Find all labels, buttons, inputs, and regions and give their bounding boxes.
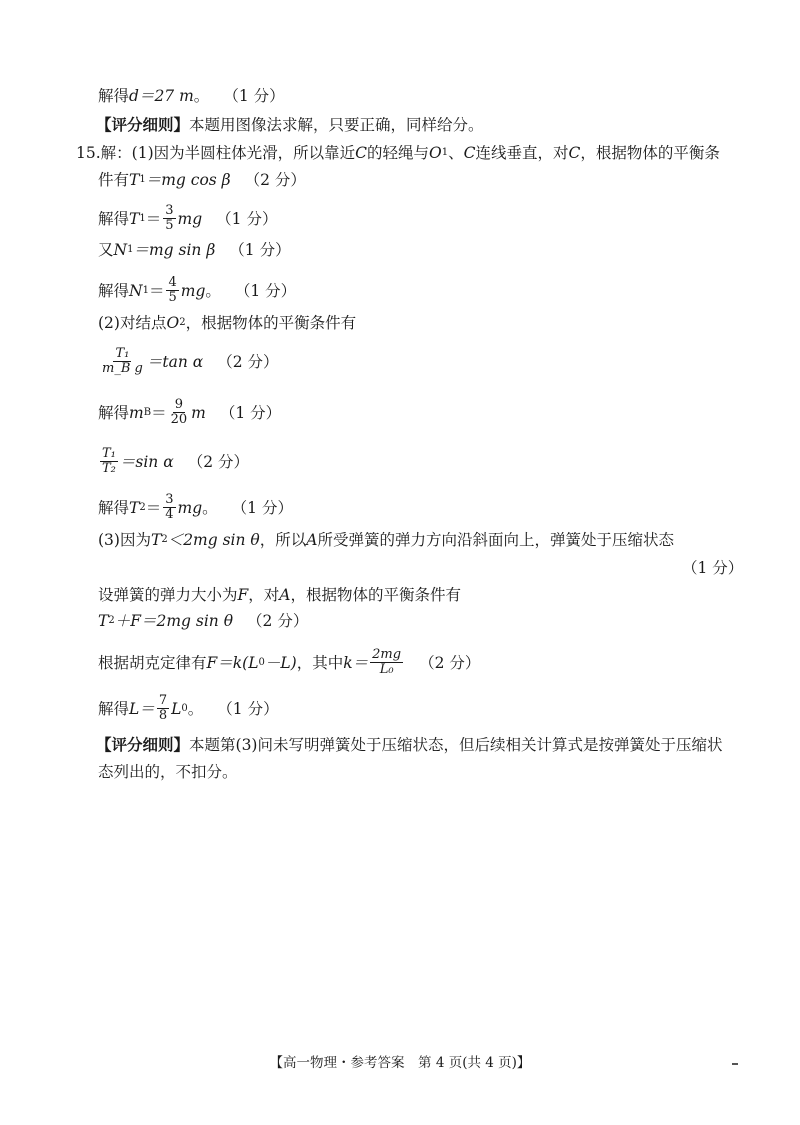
score: （1 分） [219,403,282,422]
note-text: 本题第(3)问未写明弹簧处于压缩状态，但后续相关计算式是按弹簧处于压缩状 [189,736,723,754]
text: 。 [187,699,204,718]
denominator: 20 [170,412,188,427]
fraction [163,204,175,233]
text: (2)对结点 [98,314,167,332]
formula: d＝27 m [129,87,194,105]
score: （1 分） [682,559,744,577]
symbol: A [279,586,291,604]
text: 设弹簧的弹力大小为 [98,586,238,604]
subscript: 2 [161,534,168,545]
note-text: 本题用图像法求解，只要正确，同样给分。 [189,116,484,134]
part3-score [682,558,743,578]
text: 解：(1)因为半圆柱体光滑，所以靠近 [100,144,356,162]
subscript: 2 [139,501,146,513]
text: 根据胡克定律有 [98,653,207,672]
numerator: 2mg [372,647,402,662]
score: （1 分） [234,281,297,300]
equals: ＝ [151,403,167,422]
q15-intro [76,143,720,163]
note-tag: 【评分细则】 [96,735,190,754]
line-t1-result [98,204,277,233]
symbol: O [166,314,180,332]
symbol: m [129,403,144,422]
score: （1 分） [231,498,293,517]
line-balance-eq [98,611,308,631]
denominator: T₂ [102,461,116,476]
formula: ＝sin α [119,452,174,471]
symbol: O [429,144,442,162]
scoring-note-2-cont [98,762,238,782]
subscript: 0 [181,702,188,714]
formula: mg [177,209,203,228]
formula: mg [177,498,203,517]
score: （2 分） [247,612,309,630]
symbol: C [463,144,476,162]
subscript: 1 [139,174,146,185]
text: 、 [448,144,464,162]
formula: m [191,403,206,422]
line-t2-result [98,493,293,522]
formula: ＝mg sin β [133,241,216,259]
formula: L＝ [129,699,155,718]
page-footer: 【高一物理・参考答案 第 4 页(共 4 页)】 [269,1055,531,1071]
line-hooke-law [98,648,480,677]
scoring-note-2 [96,735,722,755]
numerator: T₁ [115,346,130,361]
fraction [100,447,118,476]
subscript: 2 [108,615,115,626]
symbol: C [568,144,581,162]
symbol: N [129,281,143,300]
line-tan-alpha [98,347,279,376]
part2-intro [98,313,356,333]
text: 的轻绳与 [367,144,430,162]
formula: mg [180,281,206,300]
numerator: 4 [168,275,177,290]
text: 。 [205,281,221,300]
formula: F＝k(L [206,653,259,672]
line-l-result [98,694,279,723]
fraction [370,648,403,677]
subscript: 1 [127,244,134,255]
text: ，根据物体的平衡条件有 [185,314,357,332]
symbol: T [150,531,162,549]
line-t1-condition [98,170,306,190]
score: （1 分） [229,241,291,259]
part3-intro [98,530,674,550]
score: （2 分） [419,653,481,672]
equals: ＝ [145,209,162,228]
symbol: L [171,699,182,718]
subscript: 1 [139,212,146,224]
subscript: 1 [441,147,449,158]
denominator: 5 [165,218,174,233]
score: （2 分） [187,452,249,471]
symbol: C [355,144,367,162]
scoring-note-1 [96,115,484,135]
equals: ＝ [145,498,162,517]
text: ，根据物体的平衡条件有 [290,586,462,604]
equals: ＝ [148,281,165,300]
text: 。 [193,87,210,105]
line-n1-condition [98,240,291,260]
numerator: T₁ [102,446,116,461]
text: 解得 [98,281,130,300]
text: 连线垂直，对 [475,144,569,162]
score: （1 分） [223,87,285,105]
text: 所受弹簧的弹力方向沿斜面向上，弹簧处于压缩状态 [317,531,674,549]
symbol: T [129,498,140,517]
formula: ＝mg cos β [145,171,231,189]
line-mb-result [98,398,281,427]
score: （2 分） [244,171,306,189]
line-spring-force [98,585,461,605]
note-tag: 【评分细则】 [96,115,190,134]
denominator: 4 [165,507,174,522]
fraction [166,276,178,305]
formula: k＝ [343,653,369,672]
subscript: 2 [179,317,186,328]
question-number: 15. [76,144,101,162]
formula: ＝tan α [146,352,204,371]
corner-mark [732,1063,738,1065]
text: 又 [98,241,114,259]
line-d-result [98,86,285,106]
subscript: 1 [142,284,149,296]
symbol: T [129,171,140,189]
text: ，所以 [259,531,307,549]
score: （2 分） [217,352,279,371]
fraction [157,694,169,723]
text: 解得 [98,699,130,718]
numerator: 9 [174,397,183,412]
score: （1 分） [217,699,279,718]
numerator: 3 [165,203,174,218]
line-n1-result [98,276,296,305]
fraction [100,347,145,376]
denominator: L₀ [379,662,394,677]
score: （1 分） [216,209,278,228]
fraction [163,493,175,522]
text: ，根据物体的平衡条 [580,144,720,162]
subscript: B [143,406,152,418]
text: ，对 [248,586,280,604]
text: 件有 [98,171,130,189]
note-text: 态列出的，不扣分。 [98,763,238,781]
text: 解得 [98,209,130,228]
line-sin-alpha [98,447,249,476]
text: ，其中 [296,653,344,672]
text: 解得 [98,403,130,422]
denominator: 8 [158,708,168,723]
formula: －L) [264,653,297,672]
fraction [169,398,190,427]
numerator: 3 [165,492,174,507]
symbol: T [98,612,109,630]
formula: ＋F＝2mg sin θ [114,612,234,630]
text: (3)因为 [98,531,151,549]
denominator: 5 [168,290,177,305]
symbol: T [129,209,140,228]
text: 。 [202,498,218,517]
symbol: N [113,241,128,259]
symbol: F [237,586,249,604]
text: 解得 [98,498,130,517]
formula: ＜2mg sin θ [167,531,260,549]
subscript: 0 [258,656,265,668]
text: 解得 [98,87,130,105]
denominator: m_B g [102,361,143,376]
symbol: A [306,531,318,549]
numerator: 7 [158,693,168,708]
